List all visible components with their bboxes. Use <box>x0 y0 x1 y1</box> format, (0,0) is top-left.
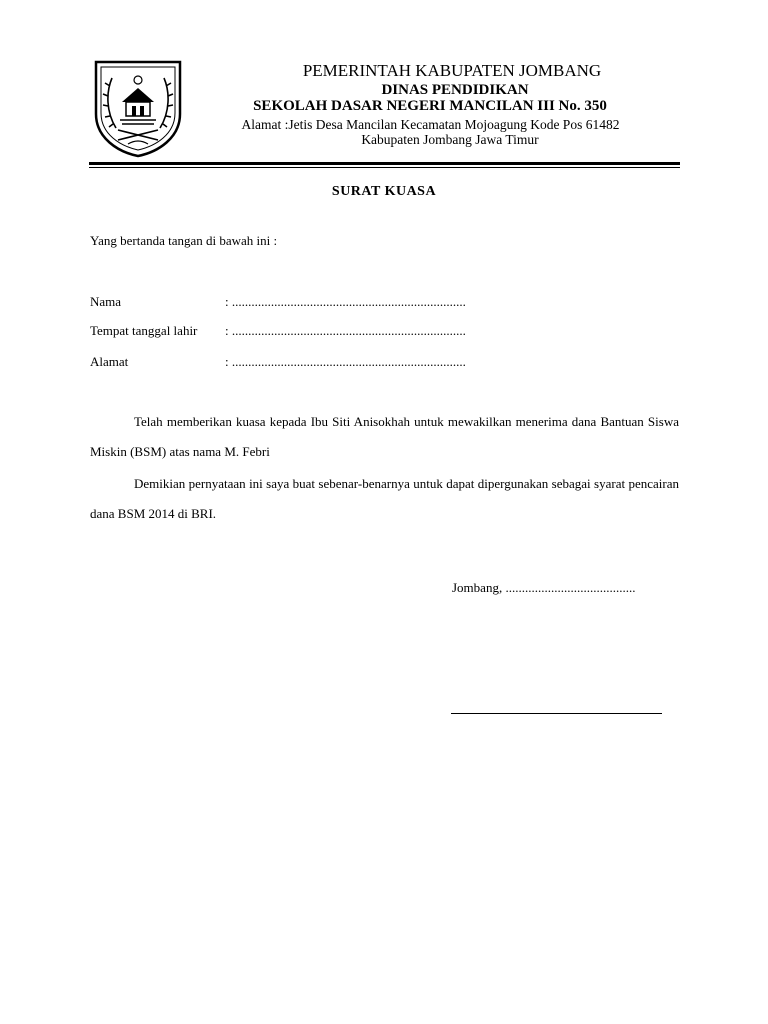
field-value-birth: : ........................................................................ <box>225 323 466 338</box>
field-label-name: Nama <box>90 294 122 309</box>
document-title: SURAT KUASA <box>331 184 437 199</box>
field-label-birth: Tempat tanggal lahir <box>90 323 198 338</box>
paragraph-statement <box>90 469 679 529</box>
paragraph-authorization-text: Telah memberikan kuasa kepada Ibu Siti Anisokhah untuk mewakilkan menerima dana Bantuan Siswa Miskin (BSM) atas nama M. Febri <box>90 414 679 459</box>
letterhead-government: PEMERINTAH KABUPATEN JOMBANG <box>302 61 602 80</box>
letterhead-region: Kabupaten Jombang Jawa Timur <box>361 132 539 147</box>
letterhead-divider-thin <box>89 167 680 168</box>
letterhead-address: Alamat :Jetis Desa Mancilan Kecamatan Mojoagung Kode Pos 61482 <box>241 117 620 132</box>
letterhead-school-name: SEKOLAH DASAR NEGERI MANCILAN III No. 350 <box>253 98 607 114</box>
intro-text: Yang bertanda tangan di bawah ini : <box>90 233 278 248</box>
place-date: Jombang, ........................................ <box>452 580 636 595</box>
signature-line <box>451 713 662 714</box>
letterhead-divider-thick <box>89 162 680 165</box>
paragraph-authorization <box>90 407 679 467</box>
field-value-name: : ........................................................................ <box>225 294 466 309</box>
regency-crest-icon <box>92 58 184 158</box>
field-label-address: Alamat <box>90 354 129 369</box>
field-value-address: : ........................................................................ <box>225 354 466 369</box>
paragraph-statement-text: Demikian pernyataan ini saya buat sebenar-benarnya untuk dapat dipergunakan sebagai syarat pencairan dana BSM 2014 di BRI. <box>90 476 679 521</box>
letterhead-department: DINAS PENDIDIKAN <box>381 82 529 98</box>
